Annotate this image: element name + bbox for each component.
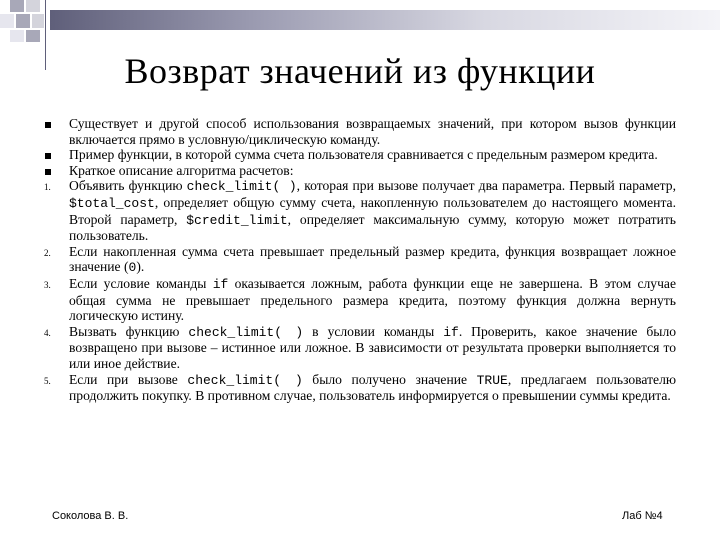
step-number: 1. [44, 182, 51, 193]
step-number: 3. [44, 279, 51, 290]
decor-square [10, 30, 24, 42]
decor-square [16, 14, 30, 28]
code-token: $credit_limit [186, 212, 288, 228]
slide-title: Возврат значений из функции [124, 51, 596, 91]
decor-square [0, 14, 14, 28]
step-text: Вызвать функцию check_limit( ) в условии команды if. Проверить, какое значение было возвращено при вызове – истинное или ложное. В зависимости от результата проверки выполняется то или иное действие. [69, 323, 677, 371]
step-text: Если при вызове check_limit( ) было получено значение TRUE, предлагаем пользователю продолжить покупку. В противном случае, пользователь информируется о превышении суммы кредита. [69, 371, 677, 404]
step-text: Объявить функцию check_limit( ), которая при вызове получает два параметра. Первый параметр, $total_cost, определяет общую сумму счета, накопленную пользователем до настоящего момента. Второй параметр, $credit_limit, определяет максимальную сумму, которую может потратить пользователь. [69, 178, 676, 244]
slide-content [44, 116, 676, 404]
bullet-text: Пример функции, в которой сумма счета пользователя сравнивается с предельным размером кредита. [69, 147, 658, 163]
decor-square [26, 30, 40, 42]
code-token: check_limit( ) [186, 179, 297, 195]
step-item [44, 178, 676, 243]
code-token: if [443, 324, 459, 340]
bullet-item [44, 163, 676, 179]
decor-square [10, 0, 24, 12]
step-item [44, 276, 676, 324]
code-token: $total_cost [69, 195, 155, 211]
header-gradient-band [50, 10, 720, 30]
bullet-text: Существует и другой способ использования возвращаемых значений, при котором вызов функции включается прямо в условную/циклическую команду. [69, 116, 676, 147]
code-token: check_limit( ) [188, 324, 304, 340]
step-number: 4. [44, 327, 51, 338]
decor-square [32, 14, 44, 28]
square-bullet-icon [45, 122, 51, 128]
step-item [44, 244, 676, 276]
footer-lab-number: Лаб №4 [622, 510, 663, 522]
step-item [44, 324, 676, 372]
code-token: check_limit( ) [187, 372, 303, 388]
bullet-text: Краткое описание алгоритма расчетов: [69, 162, 294, 178]
bullet-item [44, 116, 676, 147]
code-token: TRUE [476, 372, 508, 388]
square-bullet-icon [45, 153, 51, 159]
bullet-item [44, 147, 676, 163]
step-number: 2. [44, 247, 51, 258]
step-text: Если накопленная сумма счета превышает предельный размер кредита, функция возвращает ложное значение (0). [69, 243, 676, 276]
code-token: if [212, 276, 229, 292]
step-text: Если условие команды if оказывается ложным, работа функции еще не завершена. В этом случае общая сумма не превышает предельного размера кредита, поэтому функция должна вернуть логическую истину. [69, 275, 676, 324]
code-token: 0 [128, 260, 137, 276]
decor-square [26, 0, 40, 12]
step-number: 5. [44, 375, 51, 386]
footer-author: Соколова В. В. [52, 510, 129, 522]
step-item [44, 372, 676, 404]
square-bullet-icon [45, 169, 51, 175]
